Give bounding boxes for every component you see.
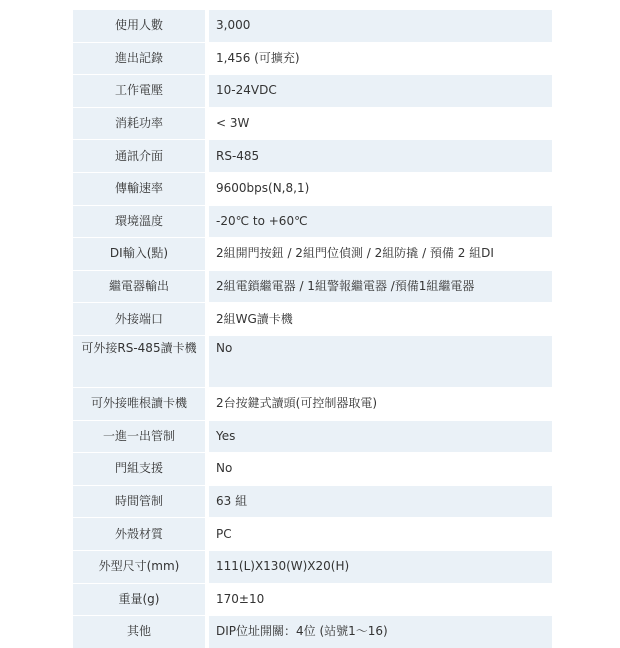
spec-label: 繼電器輸出 bbox=[73, 270, 205, 303]
spec-value: 111(L)X130(W)X20(H) bbox=[209, 550, 552, 583]
spec-value: PC bbox=[209, 518, 552, 551]
spec-label: 環境溫度 bbox=[73, 205, 205, 238]
table-row bbox=[73, 518, 552, 551]
spec-label: 外接端口 bbox=[73, 303, 205, 336]
table-row bbox=[73, 205, 552, 238]
table-row bbox=[73, 140, 552, 173]
table-row bbox=[73, 583, 552, 616]
spec-label: DI輸入(點) bbox=[73, 238, 205, 271]
spec-value: 9600bps(N,8,1) bbox=[209, 172, 552, 205]
spec-label: 門組支援 bbox=[73, 453, 205, 486]
table-row bbox=[73, 10, 552, 43]
spec-value: -20℃ to +60℃ bbox=[209, 205, 552, 238]
spec-value: 2組開門按鈕 / 2組門位偵測 / 2組防撬 / 預備 2 組DI bbox=[209, 238, 552, 271]
spec-value: 10-24VDC bbox=[209, 75, 552, 108]
spec-value: 1,456 (可擴充) bbox=[209, 42, 552, 75]
spec-value: DIP位址開關：4位 (站號1～16) bbox=[209, 616, 552, 648]
spec-value: 3,000 bbox=[209, 10, 552, 43]
spec-label: 使用人數 bbox=[73, 10, 205, 43]
spec-label: 傳輸速率 bbox=[73, 172, 205, 205]
spec-label: 重量(g) bbox=[73, 583, 205, 616]
spec-table bbox=[73, 9, 552, 648]
spec-label: 工作電壓 bbox=[73, 75, 205, 108]
table-row bbox=[73, 616, 552, 648]
table-row bbox=[73, 238, 552, 271]
table-row bbox=[73, 270, 552, 303]
spec-value: 2組WG讀卡機 bbox=[209, 303, 552, 336]
spec-label: 可外接唯根讀卡機 bbox=[73, 387, 205, 420]
table-row bbox=[73, 550, 552, 583]
spec-value: 2台按鍵式讀頭(可控制器取電) bbox=[209, 387, 552, 420]
table-row bbox=[73, 42, 552, 75]
spec-label: 時間管制 bbox=[73, 485, 205, 518]
spec-label: 進出記錄 bbox=[73, 42, 205, 75]
table-row bbox=[73, 335, 552, 387]
table-row bbox=[73, 485, 552, 518]
spec-value: 170±10 bbox=[209, 583, 552, 616]
spec-label: 外殼材質 bbox=[73, 518, 205, 551]
spec-table-body bbox=[73, 10, 552, 648]
spec-value: 63 組 bbox=[209, 485, 552, 518]
spec-value: 2組電鎖繼電器 / 1組警報繼電器 /預備1組繼電器 bbox=[209, 270, 552, 303]
spec-label: 可外接RS-485讀卡機 bbox=[73, 335, 205, 387]
table-row bbox=[73, 172, 552, 205]
table-row bbox=[73, 75, 552, 108]
spec-value: No bbox=[209, 453, 552, 486]
spec-value: No bbox=[209, 335, 552, 387]
table-row bbox=[73, 107, 552, 140]
spec-label: 一進一出管制 bbox=[73, 420, 205, 453]
spec-label: 其他 bbox=[73, 616, 205, 648]
spec-value: RS-485 bbox=[209, 140, 552, 173]
spec-label: 通訊介面 bbox=[73, 140, 205, 173]
table-row bbox=[73, 420, 552, 453]
table-row bbox=[73, 387, 552, 420]
spec-label: 消耗功率 bbox=[73, 107, 205, 140]
spec-label: 外型尺寸(mm) bbox=[73, 550, 205, 583]
spec-value: < 3W bbox=[209, 107, 552, 140]
spec-value: Yes bbox=[209, 420, 552, 453]
table-row bbox=[73, 303, 552, 336]
table-row bbox=[73, 453, 552, 486]
